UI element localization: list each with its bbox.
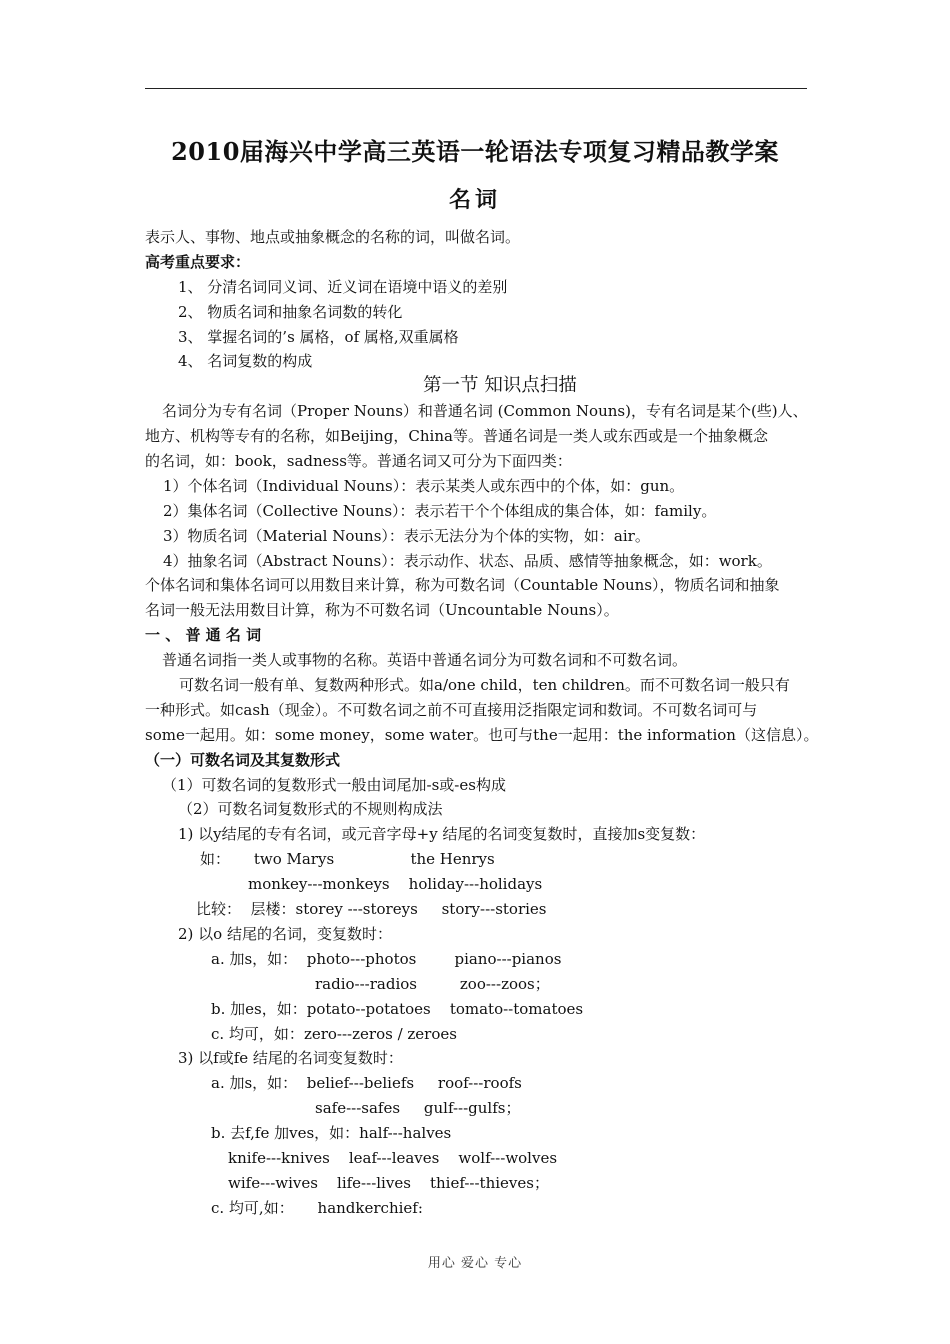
paragraph-line: 名词一般无法用数目计算，称为不可数名词（Uncountable Nouns）。 xyxy=(145,601,619,620)
list-item: （1）可数名词的复数形式一般由词尾加-s或-es构成 xyxy=(162,775,506,794)
example-line: b. 去f,fe 加ves，如：half---halves xyxy=(211,1124,452,1143)
list-item: 3、 掌握名词的’s 属格，of 属格,双重属格 xyxy=(178,327,459,346)
example-line: monkey---monkeys holiday---holidays xyxy=(248,875,543,894)
document-body xyxy=(145,225,819,1221)
list-item: 3）物质名词（Material Nouns）：表示无法分为个体的实物，如：air。 xyxy=(163,526,650,545)
paragraph-line: 地方、机构等专有的名称，如Beijing，China等。普通名词是一类人或东西或是一个抽象概念 xyxy=(145,427,768,446)
paragraph-line: 普通名词指一类人或事物的名称。英语中普通名词分为可数名词和不可数名词。 xyxy=(162,651,688,670)
example-line: safe---safes gulf---gulfs； xyxy=(315,1099,521,1118)
rule-line: 2) 以o 结尾的名词，变复数时： xyxy=(178,924,392,943)
example-line: 如： two Marys the Henrys xyxy=(200,850,495,869)
paragraph-line: 可数名词一般有单、复数两种形式。如a/one child，ten children。而不可数名词一般只有 xyxy=(179,676,790,695)
list-item: 1、 分清名词同义词、近义词在语境中语义的差别 xyxy=(178,277,508,296)
list-item: 2）集体名词（Collective Nouns）：表示若干个个体组成的集合体，如：family。 xyxy=(163,501,717,520)
example-line: radio---radios zoo---zoos； xyxy=(315,974,550,993)
page-footer: 用心 爱心 专心 xyxy=(427,1256,523,1271)
paragraph-line: 一种形式。如cash（现金）。不可数名词之前不可直接用泛指限定词和数词。不可数名词可与 xyxy=(145,700,758,719)
section-heading: 高考重点要求： xyxy=(145,252,251,271)
example-line: c. 均可，如：zero---zeros / zeroes xyxy=(211,1024,457,1043)
document-title: 2010届海兴中学高三英语一轮语法专项复习精品教学案 xyxy=(171,137,779,166)
paragraph-line: some一起用。如：some money，some water。也可与the一起用：the information（这信息）。 xyxy=(145,725,819,744)
header-rule xyxy=(145,88,807,89)
list-item: 1）个体名词（Individual Nouns）：表示某类人或东西中的个体，如：gun。 xyxy=(163,476,685,495)
intro-paragraph: 表示人、事物、地点或抽象概念的名称的词，叫做名词。 xyxy=(145,228,521,246)
document-subtitle: 名词 xyxy=(448,187,501,213)
list-item: 4、 名词复数的构成 xyxy=(178,352,313,371)
example-line: b. 加es，如：potato--potatoes tomato--tomatoes xyxy=(211,999,584,1018)
list-item: 2、 物质名词和抽象名词数的转化 xyxy=(178,302,403,321)
section-heading: （一）可数名词及其复数形式 xyxy=(145,750,341,769)
example-line: 比较： 层楼：storey ---storeys story---stories xyxy=(196,900,547,919)
rule-line: 3) 以f或fe 结尾的名词变复数时： xyxy=(178,1049,403,1068)
list-item: 4）抽象名词（Abstract Nouns）：表示动作、状态、品质、感情等抽象概念，如：work。 xyxy=(163,551,772,570)
example-line: wife---wives life---lives thief---thieves； xyxy=(228,1173,549,1192)
section-heading: 一 、 普 通 名 词 xyxy=(145,626,262,645)
chapter-heading: 第一节 知识点扫描 xyxy=(423,375,577,397)
example-line: a. 加s，如： belief---beliefs roof---roofs xyxy=(211,1074,522,1093)
list-item: （2）可数名词复数形式的不规则构成法 xyxy=(178,800,443,819)
example-line: a. 加s，如： photo---photos piano---pianos xyxy=(211,949,562,968)
example-line: knife---knives leaf---leaves wolf---wolves xyxy=(228,1148,558,1167)
paragraph-line: 个体名词和集体名词可以用数目来计算，称为可数名词（Countable Nouns），物质名词和抽象 xyxy=(145,576,780,595)
example-line: c. 均可,如： handkerchief: xyxy=(211,1198,423,1217)
paragraph-line: 的名词，如：book，sadness等。普通名词又可分为下面四类： xyxy=(145,452,572,471)
rule-line: 1) 以y结尾的专有名词，或元音字母+y 结尾的名词变复数时，直接加s变复数： xyxy=(178,825,706,844)
paragraph-line: 名词分为专有名词（Proper Nouns）和普通名词 (Common Nouns)，专有名词是某个(些)人、 xyxy=(162,402,808,421)
